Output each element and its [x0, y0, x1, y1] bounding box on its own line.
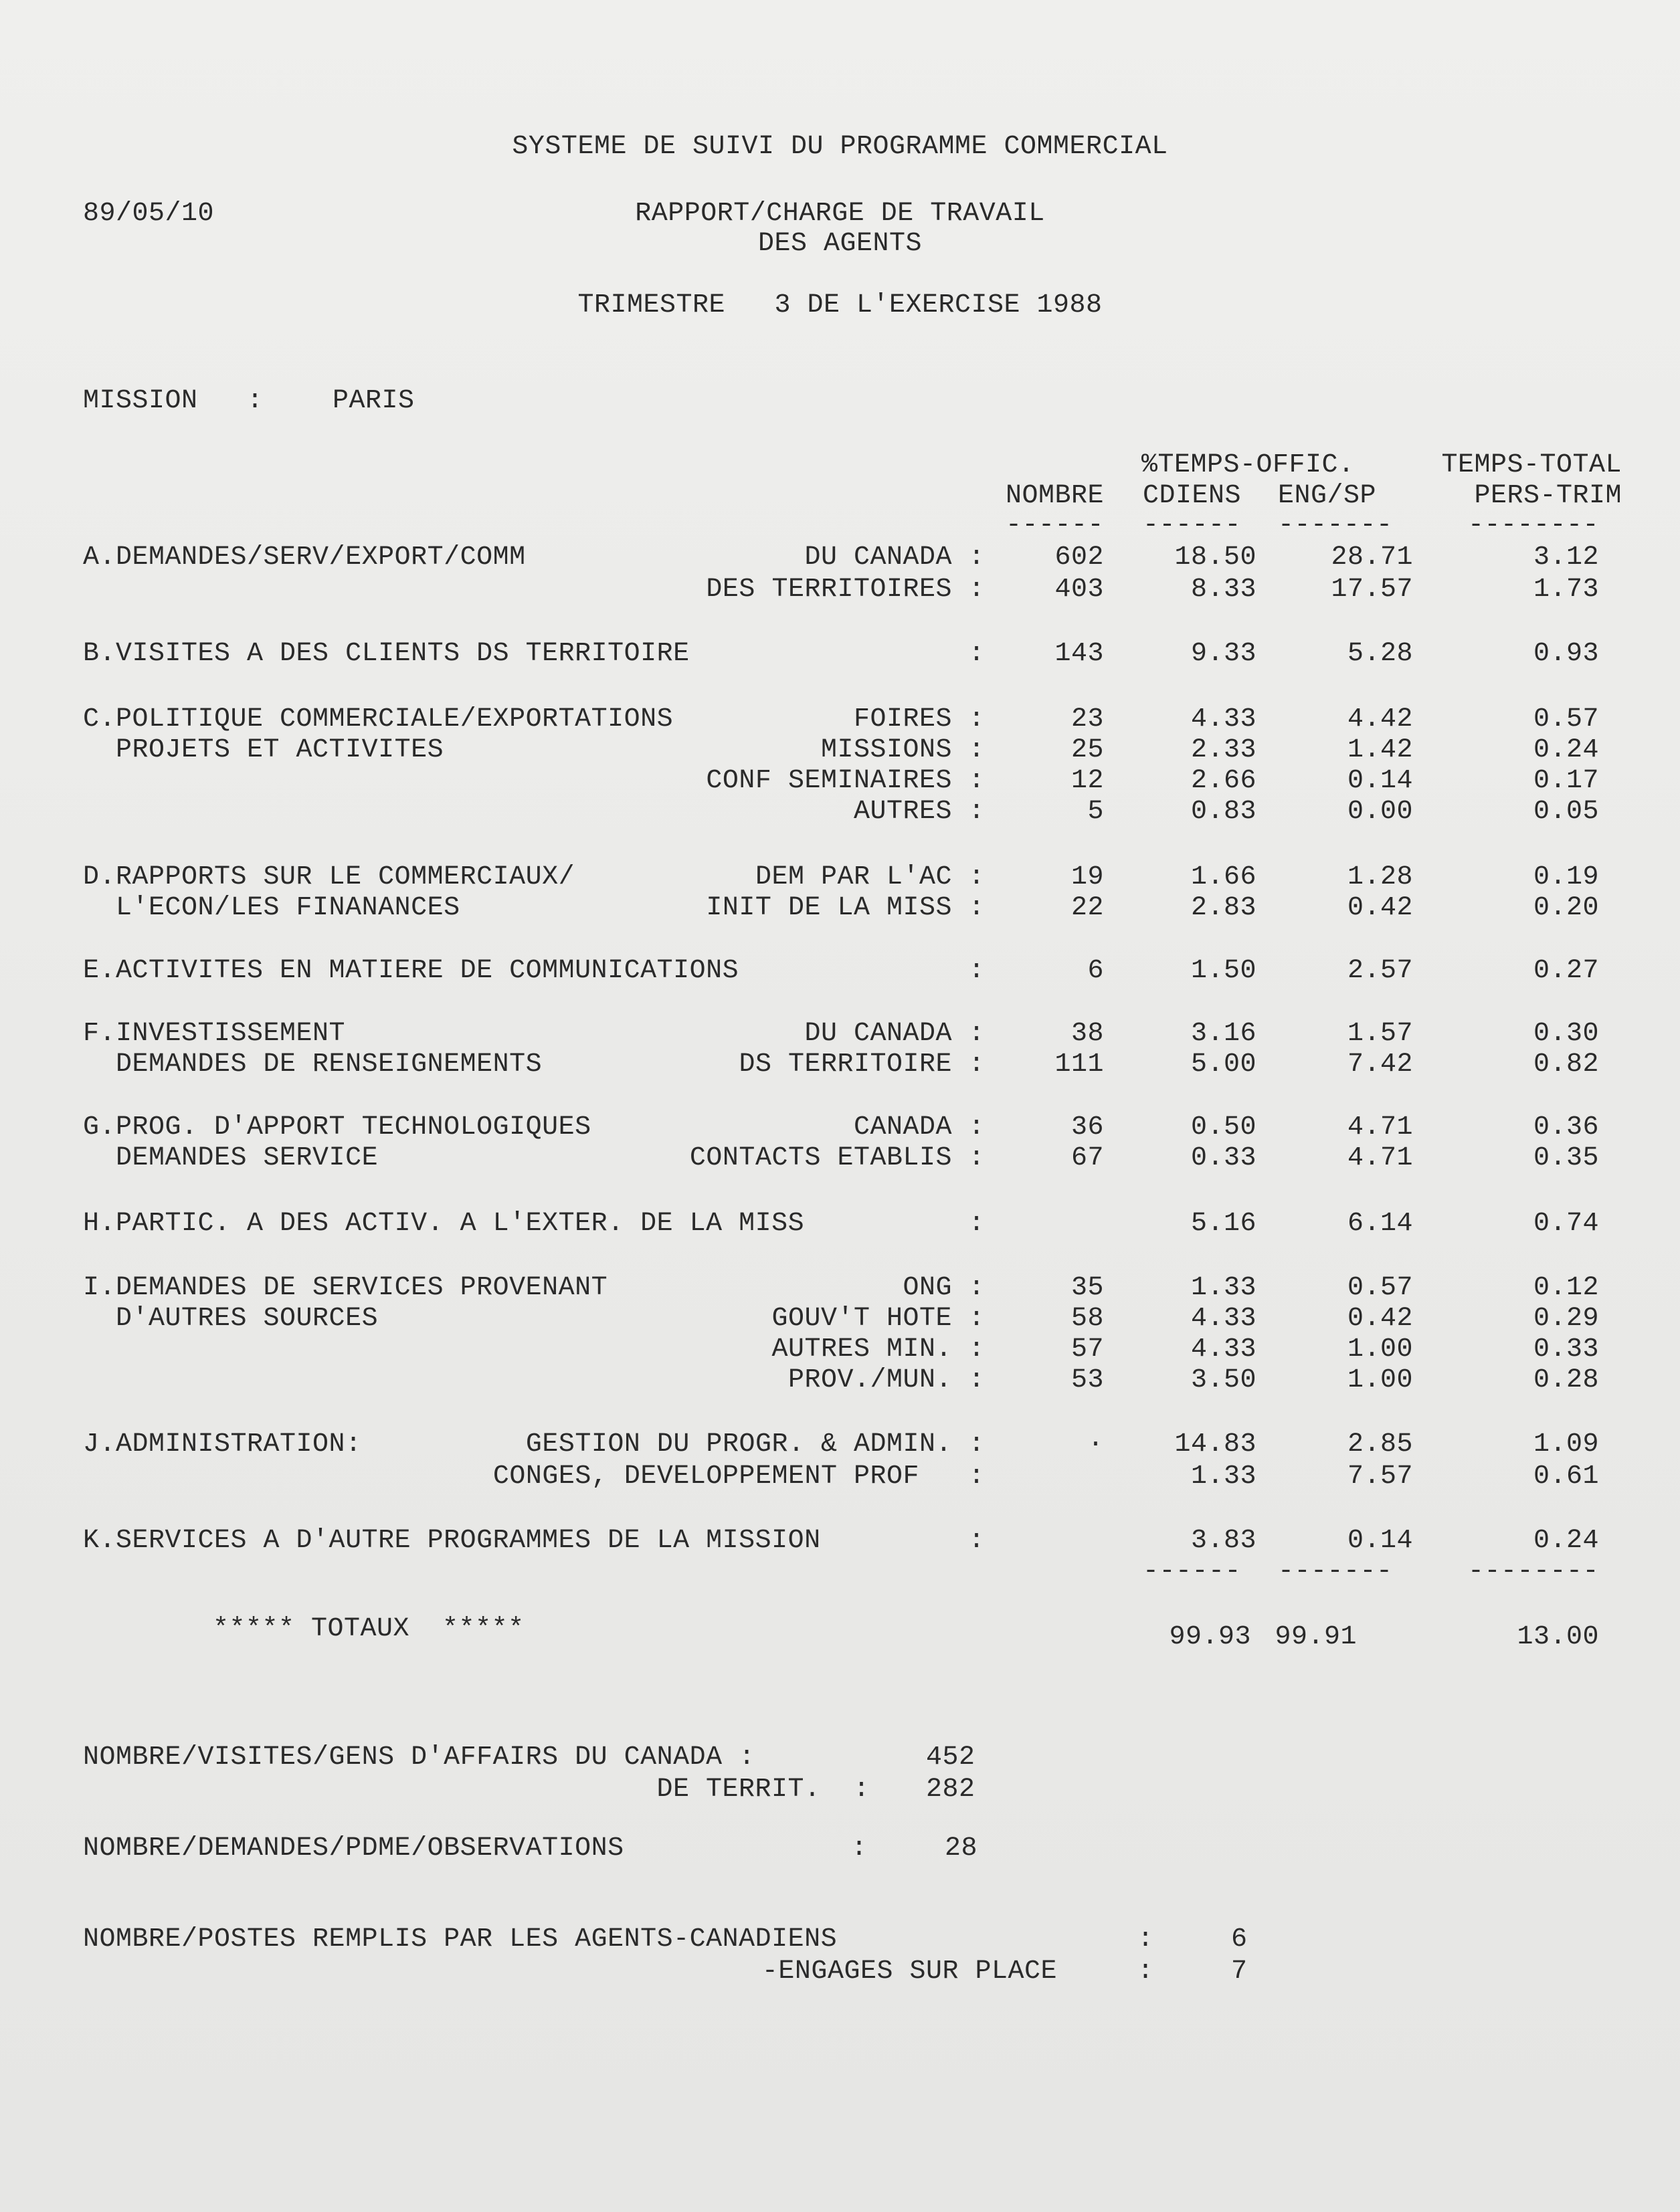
demandes-value: 28: [945, 1833, 978, 1864]
row-subcategory: GESTION DU PROGR. & ADMIN. :: [525, 1429, 985, 1460]
row-cdiens: 5.00: [1190, 1049, 1256, 1080]
row-engsp: 2.57: [1347, 956, 1413, 986]
row-subcategory: DU CANADA :: [804, 1019, 985, 1049]
row-cdiens: 9.33: [1190, 639, 1256, 669]
row-cdiens: 1.50: [1190, 956, 1256, 986]
row-subcategory: DU CANADA :: [804, 542, 985, 573]
row-pers-trim: 0.05: [1533, 797, 1599, 827]
row-pers-trim: 0.17: [1533, 766, 1599, 796]
row-nombre: 143: [1054, 639, 1104, 669]
row-category: E.ACTIVITES EN MATIERE DE COMMUNICATIONS: [83, 956, 739, 986]
row-category: H.PARTIC. A DES ACTIV. A L'EXTER. DE LA MISS: [83, 1209, 805, 1239]
row-nombre: 602: [1054, 542, 1104, 573]
row-pers-trim: 3.12: [1533, 542, 1599, 573]
row-subcategory: AUTRES MIN. :: [771, 1334, 985, 1365]
report-title: RAPPORT/CHARGE DE TRAVAIL: [635, 199, 1045, 229]
col-header-pers-trim: PERS-TRIM: [1474, 481, 1622, 511]
row-cdiens: 1.66: [1190, 862, 1256, 892]
row-subcategory: DEM PAR L'AC :: [755, 862, 985, 892]
col-header-engsp: ENG/SP: [1278, 481, 1377, 511]
row-nombre: 67: [1070, 1143, 1104, 1173]
row-cdiens: 4.33: [1190, 1334, 1256, 1365]
row-cdiens: 2.33: [1190, 735, 1256, 765]
row-subcategory: GOUV'T HOTE :: [771, 1304, 985, 1334]
mission-value: PARIS: [333, 386, 415, 416]
row-cdiens: 3.83: [1190, 1526, 1256, 1556]
postes-canadiens-value: 6: [1231, 1924, 1248, 1954]
postes-label: NOMBRE/POSTES REMPLIS PAR LES AGENTS-CANADIENS: [83, 1924, 838, 1954]
row-engsp: 1.28: [1347, 862, 1413, 892]
row-cdiens: 3.50: [1190, 1365, 1256, 1395]
row-category: K.SERVICES A D'AUTRE PROGRAMMES DE LA MISSION: [83, 1526, 821, 1556]
visites-label: NOMBRE/VISITES/GENS D'AFFAIRS DU CANADA :: [83, 1742, 755, 1773]
row-pers-trim: 1.73: [1533, 575, 1599, 605]
row-pers-trim: 0.24: [1533, 1526, 1599, 1556]
totals-label: ***** TOTAUX *****: [213, 1614, 525, 1644]
row-subcategory: DES TERRITOIRES :: [706, 575, 985, 605]
row-subcategory: AUTRES :: [853, 797, 985, 827]
row-category: D.RAPPORTS SUR LE COMMERCIAUX/: [83, 862, 575, 892]
row-pers-trim: 0.93: [1533, 639, 1599, 669]
row-engsp: 6.14: [1347, 1209, 1413, 1239]
row-category: I.DEMANDES DE SERVICES PROVENANT: [83, 1273, 608, 1303]
row-engsp: 0.14: [1347, 1526, 1413, 1556]
col-dash-nombre: ------: [1005, 510, 1104, 540]
row-subcategory: ONG :: [903, 1273, 985, 1303]
row-engsp: 0.57: [1347, 1273, 1413, 1303]
row-subcategory: INIT DE LA MISS :: [706, 893, 985, 923]
row-cdiens: 1.33: [1190, 1273, 1256, 1303]
row-engsp: 7.42: [1347, 1049, 1413, 1080]
row-engsp: 4.71: [1347, 1143, 1413, 1173]
row-engsp: 1.42: [1347, 735, 1413, 765]
row-cdiens: 3.16: [1190, 1019, 1256, 1049]
row-nombre: 5: [1087, 797, 1104, 827]
row-nombre: 111: [1054, 1049, 1104, 1080]
row-category: L'ECON/LES FINANANCES: [83, 893, 460, 923]
row-engsp: 4.42: [1347, 704, 1413, 734]
col-dash-cdiens: ------: [1143, 510, 1242, 540]
row-engsp: 1.00: [1347, 1334, 1413, 1365]
row-engsp: 7.57: [1347, 1462, 1413, 1492]
row-cdiens: 0.83: [1190, 797, 1256, 827]
row-nombre: 53: [1070, 1365, 1104, 1395]
row-pers-trim: 0.28: [1533, 1365, 1599, 1395]
row-category: PROJETS ET ACTIVITES: [83, 735, 444, 765]
report-date: 89/05/10: [83, 199, 215, 229]
row-category: A.DEMANDES/SERV/EXPORT/COMM: [83, 542, 526, 573]
report-period: TRIMESTRE 3 DE L'EXERCISE 1988: [577, 290, 1103, 320]
row-nombre: 6: [1087, 956, 1104, 986]
row-cdiens: 2.66: [1190, 766, 1256, 796]
totals-total: 13.00: [1517, 1622, 1599, 1652]
report-subtitle: DES AGENTS: [757, 229, 923, 259]
row-category: DEMANDES DE RENSEIGNEMENTS: [83, 1049, 543, 1080]
demandes-label: NOMBRE/DEMANDES/PDME/OBSERVATIONS: [83, 1833, 624, 1864]
row-nombre: ·: [1087, 1429, 1104, 1460]
row-cdiens: 5.16: [1190, 1209, 1256, 1239]
row-cdiens: 0.33: [1190, 1143, 1256, 1173]
visites-territ-value: 282: [926, 1775, 975, 1805]
row-engsp: 0.42: [1347, 1304, 1413, 1334]
row-cdiens: 0.50: [1190, 1112, 1256, 1142]
row-nombre: 38: [1070, 1019, 1104, 1049]
row-cdiens: 14.83: [1174, 1429, 1256, 1460]
col-dash-total: --------: [1467, 510, 1599, 540]
row-engsp: 2.85: [1347, 1429, 1413, 1460]
row-pers-trim: 0.30: [1533, 1019, 1599, 1049]
territ-label: DE TERRIT. :: [656, 1775, 870, 1805]
totals-engsp: 99.91: [1275, 1622, 1357, 1652]
row-nombre: 23: [1070, 704, 1104, 734]
row-nombre: 35: [1070, 1273, 1104, 1303]
row-nombre: 12: [1070, 766, 1104, 796]
row-subcategory: DS TERRITOIRE :: [739, 1049, 985, 1080]
row-pers-trim: 0.29: [1533, 1304, 1599, 1334]
row-cdiens: 1.33: [1190, 1462, 1256, 1492]
row-subcategory: CONGES, DEVELOPPEMENT PROF :: [492, 1462, 985, 1492]
engages-colon: :: [1137, 1956, 1154, 1987]
row-nombre: 57: [1070, 1334, 1104, 1365]
visites-canada-value: 452: [926, 1742, 975, 1773]
row-pers-trim: 0.74: [1533, 1209, 1599, 1239]
row-pers-trim: 0.61: [1533, 1462, 1599, 1492]
row-pers-trim: 1.09: [1533, 1429, 1599, 1460]
row-engsp: 5.28: [1347, 639, 1413, 669]
row-nombre: 22: [1070, 893, 1104, 923]
row-engsp: 28.71: [1331, 542, 1413, 573]
row-engsp: 0.42: [1347, 893, 1413, 923]
row-category: B.VISITES A DES CLIENTS DS TERRITOIRE: [83, 639, 690, 669]
mission-label: MISSION :: [83, 386, 264, 416]
row-cdiens: 4.33: [1190, 704, 1256, 734]
row-cdiens: 2.83: [1190, 893, 1256, 923]
row-pers-trim: 0.27: [1533, 956, 1599, 986]
row-engsp: 4.71: [1347, 1112, 1413, 1142]
engages-label: -ENGAGES SUR PLACE: [761, 1956, 1057, 1987]
row-category: J.ADMINISTRATION:: [83, 1429, 362, 1460]
postes-engages-value: 7: [1231, 1956, 1248, 1987]
row-engsp: 0.00: [1347, 797, 1413, 827]
row-pers-trim: 0.57: [1533, 704, 1599, 734]
row-category: D'AUTRES SOURCES: [83, 1304, 379, 1334]
row-subcategory: MISSIONS :: [820, 735, 985, 765]
totals-dash-engsp: -------: [1278, 1556, 1393, 1587]
totals-dash-total: --------: [1467, 1556, 1599, 1587]
col-header-temps-offic: %TEMPS-OFFIC.: [1141, 450, 1355, 480]
row-pers-trim: 0.36: [1533, 1112, 1599, 1142]
col-header-cdiens: CDIENS: [1143, 481, 1242, 511]
postes-colon: :: [1137, 1924, 1154, 1954]
demandes-colon: :: [851, 1833, 868, 1864]
system-title: SYSTEME DE SUIVI DU PROGRAMME COMMERCIAL: [512, 132, 1168, 162]
row-category: F.INVESTISSEMENT: [83, 1019, 346, 1049]
row-nombre: 19: [1070, 862, 1104, 892]
row-subcategory: CANADA :: [853, 1112, 985, 1142]
row-pers-trim: 0.33: [1533, 1334, 1599, 1365]
row-category: G.PROG. D'APPORT TECHNOLOGIQUES: [83, 1112, 591, 1142]
row-pers-trim: 0.24: [1533, 735, 1599, 765]
row-subcategory: CONTACTS ETABLIS :: [689, 1143, 985, 1173]
row-subcategory: PROV./MUN. :: [787, 1365, 985, 1395]
row-nombre: 25: [1070, 735, 1104, 765]
row-nombre: 58: [1070, 1304, 1104, 1334]
row-nombre: 36: [1070, 1112, 1104, 1142]
row-category: DEMANDES SERVICE: [83, 1143, 379, 1173]
row-engsp: 1.57: [1347, 1019, 1413, 1049]
row-category: C.POLITIQUE COMMERCIALE/EXPORTATIONS: [83, 704, 674, 734]
col-header-temps-total: TEMPS-TOTAL: [1441, 450, 1622, 480]
row-pers-trim: 0.82: [1533, 1049, 1599, 1080]
row-nombre: 403: [1054, 575, 1104, 605]
row-engsp: 0.14: [1347, 766, 1413, 796]
row-subcategory: :: [968, 1526, 985, 1556]
row-pers-trim: 0.12: [1533, 1273, 1599, 1303]
totals-dash-cdiens: ------: [1143, 1556, 1242, 1587]
col-dash-engsp: -------: [1278, 510, 1393, 540]
row-pers-trim: 0.35: [1533, 1143, 1599, 1173]
row-engsp: 17.57: [1331, 575, 1413, 605]
totals-cdiens: 99.93: [1169, 1622, 1251, 1652]
row-cdiens: 18.50: [1174, 542, 1256, 573]
row-pers-trim: 0.20: [1533, 893, 1599, 923]
row-engsp: 1.00: [1347, 1365, 1413, 1395]
row-cdiens: 8.33: [1190, 575, 1256, 605]
row-subcategory: :: [968, 639, 985, 669]
col-header-nombre: NOMBRE: [1005, 481, 1104, 511]
row-subcategory: CONF SEMINAIRES :: [706, 766, 985, 796]
row-subcategory: FOIRES :: [853, 704, 985, 734]
row-pers-trim: 0.19: [1533, 862, 1599, 892]
row-subcategory: :: [968, 1209, 985, 1239]
row-cdiens: 4.33: [1190, 1304, 1256, 1334]
row-subcategory: :: [968, 956, 985, 986]
